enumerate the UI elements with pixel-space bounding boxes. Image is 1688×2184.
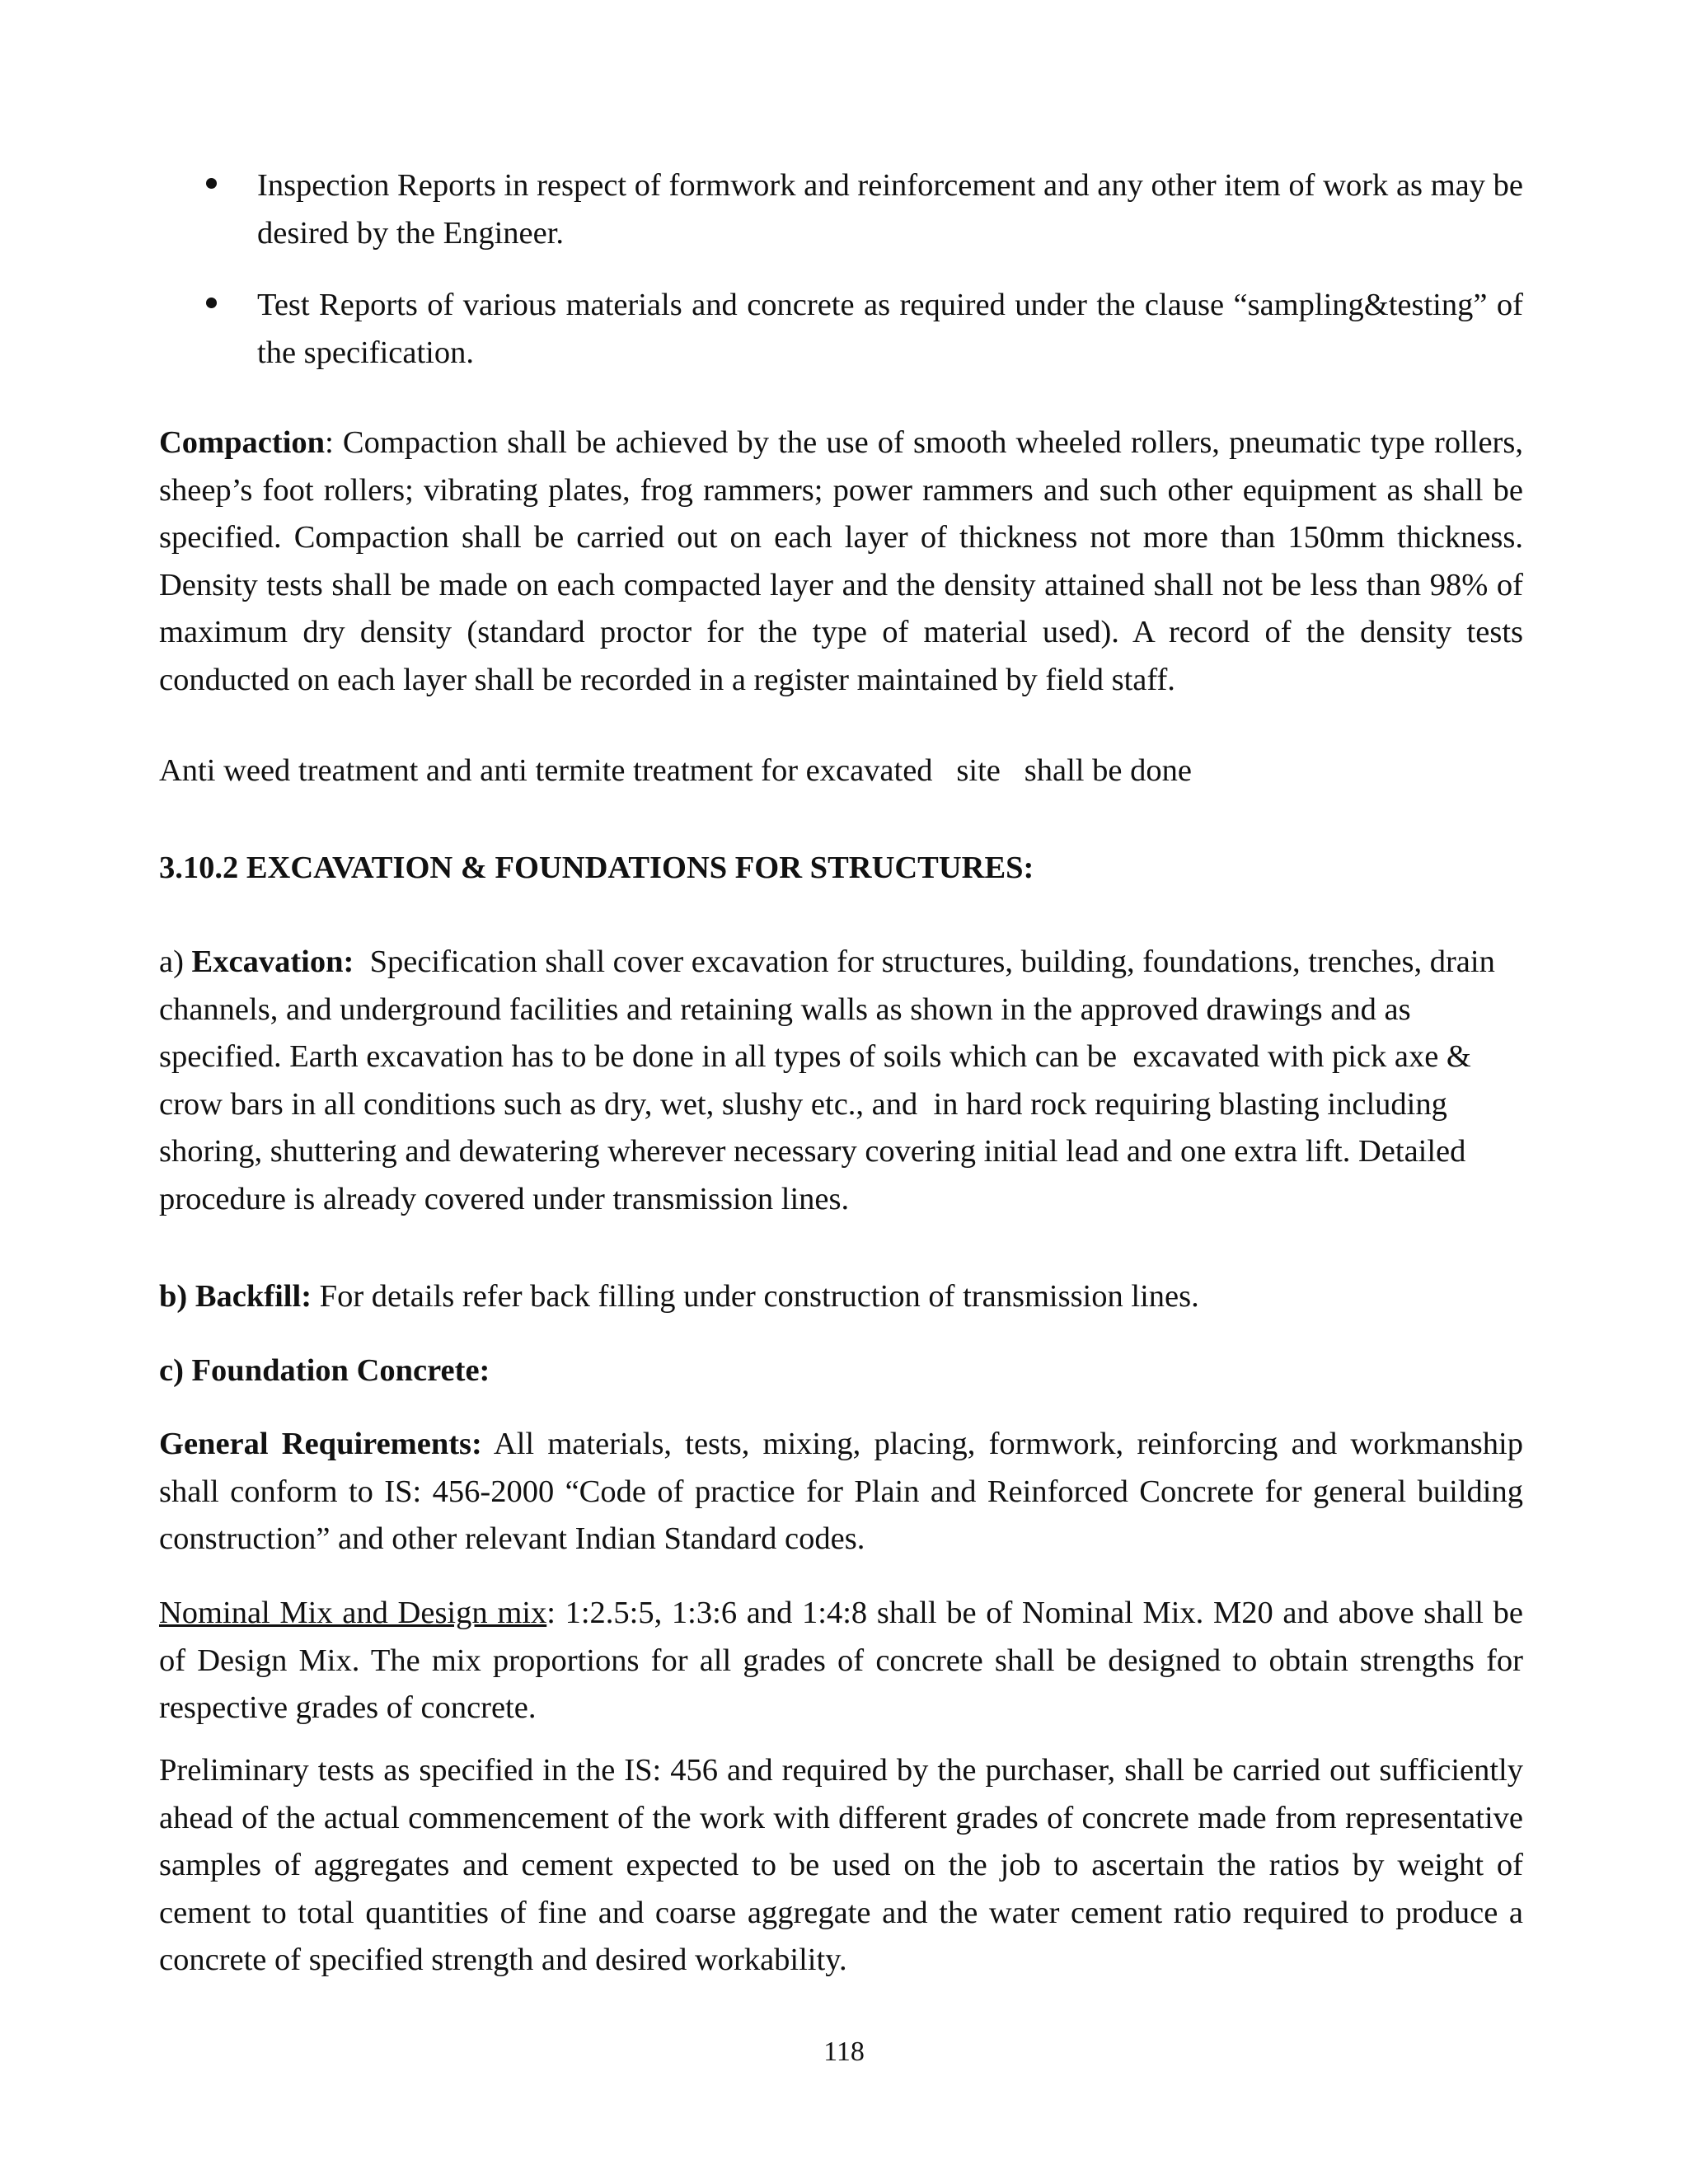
- backfill-label: b) Backfill:: [159, 1279, 312, 1314]
- excavation-line: channels, and underground facilities and retaining walls as shown in the approved drawings and as: [159, 991, 1411, 1027]
- general-requirements-label: General Requirements:: [159, 1427, 482, 1461]
- compaction-label: Compaction: [159, 425, 326, 460]
- general-requirements-paragraph: [159, 1421, 1523, 1563]
- nominal-mix-paragraph: [159, 1590, 1523, 1732]
- excavation-line: Specification shall cover excavation for structures, building, foundations, trenches, drain: [354, 944, 1495, 979]
- excavation-line: shoring, shuttering and dewatering wherever necessary covering initial lead and one extra lift. Detailed: [159, 1134, 1466, 1169]
- excavation-line: specified. Earth excavation has to be done in all types of soils which can be excavated with pick axe &: [159, 1039, 1471, 1074]
- anti-weed-paragraph: Anti weed treatment and anti termite treatment for excavated site shall be done: [159, 753, 1192, 788]
- nominal-mix-label: Nominal Mix and Design mix: [159, 1596, 547, 1630]
- general-requirements-text: All materials, tests, mixing, placing, formwork, reinforcing and workmanship shall conform to IS: 456-2000 “Code of practice for Plain and Reinforced Concrete for general building construction” and other relevant Indian Standard codes.: [159, 1427, 1523, 1556]
- bullet-icon: [206, 282, 223, 298]
- excavation-line: crow bars in all conditions such as dry, wet, slushy etc., and in hard rock requiring blasting including: [159, 1086, 1447, 1122]
- section-heading: 3.10.2 EXCAVATION & FOUNDATIONS FOR STRUCTURES:: [159, 851, 1034, 885]
- bullet-item-test-reports: Test Reports of various materials and concrete as required under the clause “sampling&testing” of the specification.: [257, 288, 1523, 370]
- foundation-concrete-heading: c) Foundation Concrete:: [159, 1353, 490, 1388]
- bullet-icon: [206, 162, 223, 179]
- compaction-text: : Compaction shall be achieved by the use of smooth wheeled rollers, pneumatic type rollers, sheep’s foot rollers; vibrating plates, frog rammers; power rammers and such other equipment as shall be specified. Compaction shall be carried out on each layer of thickness not more than 150mm thickness. Density tests shall be made on each compacted layer and the density attained shall not be less than 98% of maximum dry density (standard proctor for the type of material used). A record of the density tests conducted on each layer shall be recorded in a register maintained by field staff.: [159, 425, 1523, 697]
- excavation-paragraph: [159, 939, 1523, 1223]
- nominal-mix-text: : 1:2.5:5, 1:3:6 and 1:4:8 shall be of Nominal Mix. M20 and above shall be of Design Mix. The mix proportions for all grades of concrete shall be designed to obtain strengths for respective grades of concrete.: [159, 1596, 1524, 1725]
- excavation-label: Excavation:: [191, 944, 354, 979]
- compaction-paragraph: [159, 419, 1523, 704]
- page-number: 118: [823, 2036, 865, 2067]
- backfill-text: For details refer back filling under construction of transmission lines.: [312, 1279, 1199, 1314]
- preliminary-tests-paragraph: Preliminary tests as specified in the IS: 456 and required by the purchaser, shall be carried out sufficiently ahead of the actual commencement of the work with different grades of concrete made from representative samples of aggregates and cement expected to be used on the job to ascertain the ratios by weight of cement to total quantities of fine and coarse aggregate and the water cement ratio required to produce a concrete of specified strength and desired workability.: [159, 1753, 1523, 1977]
- excavation-line: procedure is already covered under transmission lines.: [159, 1181, 850, 1216]
- bullet-item-inspection-reports: Inspection Reports in respect of formwork and reinforcement and any other item of work as may be desired by the Engineer.: [257, 168, 1523, 251]
- excavation-prefix: a): [159, 944, 192, 979]
- backfill-paragraph: [159, 1273, 1523, 1321]
